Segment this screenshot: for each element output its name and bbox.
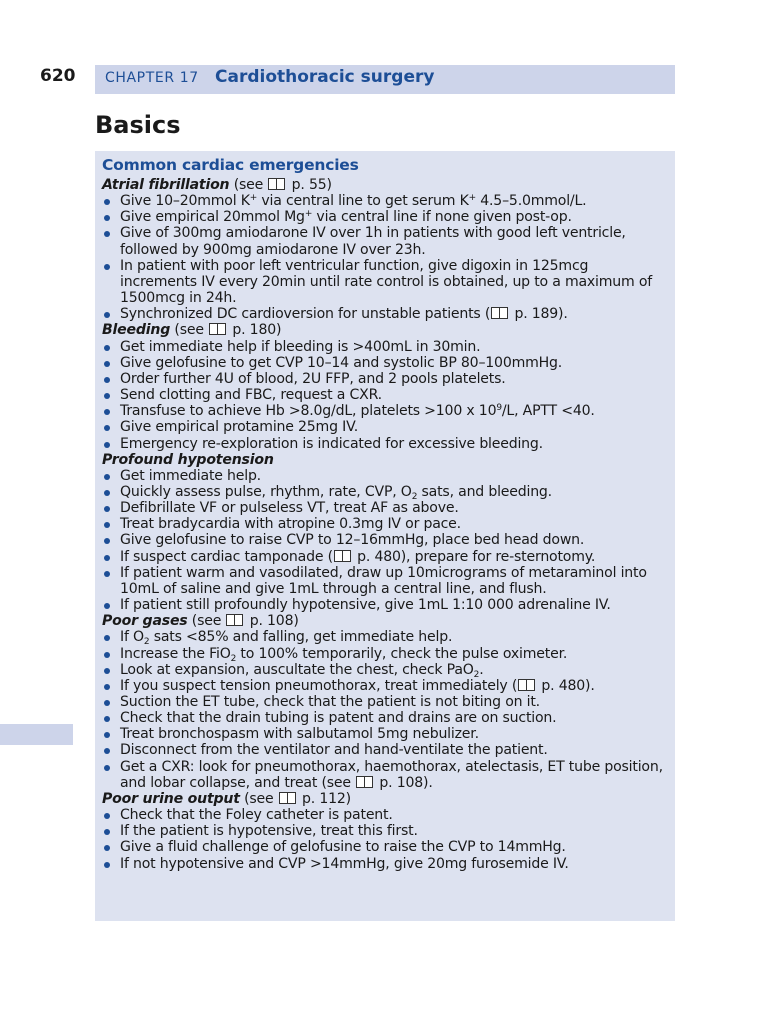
list-item: Give gelofusine to raise CVP to 12–16mmHg, place bed head down. — [102, 532, 668, 548]
list-item: Increase the FiO$_2$ to 100% temporarily, check the pulse oximeter. — [102, 646, 668, 662]
list-item: If patient warm and vasodilated, draw up 10micrograms of metaraminol into 10mL of saline and give 1mL through a central line, and flush. — [102, 565, 668, 597]
hypotension-list — [102, 468, 668, 613]
list-item: If suspect cardiac tamponade ( p. 480), prepare for re-sternotomy. — [102, 549, 668, 565]
open-book-icon — [518, 679, 536, 691]
list-item: Order further 4U of blood, 2U FFP, and 2 pools platelets. — [102, 371, 668, 387]
list-item: If not hypotensive and CVP >14mmHg, give 20mg furosemide IV. — [102, 856, 668, 872]
list-item: If $O_2$ sats <85% and falling, get immediate help. — [102, 629, 668, 645]
side-tab — [0, 724, 73, 745]
cross-reference: (see p. 112) — [244, 790, 351, 807]
section-title: Poor gases — [102, 613, 188, 630]
open-book-icon — [334, 550, 352, 562]
list-item: Give empirical 20mmol Mg+ via central line if none given post-op. — [102, 209, 668, 225]
section-heading-hypotension — [102, 452, 668, 468]
list-item: Send clotting and FBC, request a CXR. — [102, 387, 668, 403]
section-title: Poor urine output — [102, 790, 240, 807]
list-item: Quickly assess pulse, rhythm, rate, CVP, $O_2$ sats, and bleeding. — [102, 484, 668, 500]
chapter-label: CHAPTER 17 — [105, 70, 199, 86]
section-title: Profound hypotension — [102, 451, 274, 468]
gases-list — [102, 629, 668, 791]
section-heading-urine — [102, 791, 668, 807]
list-item: Get a CXR: look for pneumothorax, haemothorax, atelectasis, ET tube position, and lobar collapse, and treat (see p. 108). — [102, 759, 668, 791]
cross-reference: (see p. 108) — [191, 613, 299, 630]
list-item: Disconnect from the ventilator and hand-ventilate the patient. — [102, 742, 668, 758]
list-item: Give a fluid challenge of gelofusine to raise the CVP to 14mmHg. — [102, 839, 668, 855]
emergencies-box-content — [102, 155, 668, 872]
chapter-title: Cardiothoracic surgery — [215, 67, 435, 87]
cross-reference: (see p. 55) — [233, 177, 332, 193]
list-item: Transfuse to achieve Hb >8.0g/dL, platelets >100 x $10^9/L$, APTT <40. — [102, 403, 668, 419]
list-item: Give gelofusine to get CVP 10–14 and systolic BP 80–100mmHg. — [102, 355, 668, 371]
open-book-icon — [491, 307, 509, 319]
list-item: Suction the ET tube, check that the patient is not biting on it. — [102, 694, 668, 710]
open-book-icon — [226, 614, 244, 626]
list-item: If patient still profoundly hypotensive, give 1mL 1:10 000 adrenaline IV. — [102, 597, 668, 613]
page-title: Basics — [95, 111, 181, 139]
list-item: If you suspect tension pneumothorax, treat immediately ( p. 480). — [102, 678, 668, 694]
list-item: Emergency re-exploration is indicated for excessive bleeding. — [102, 436, 668, 452]
section-title: Atrial fibrillation — [102, 177, 230, 193]
bleeding-list — [102, 339, 668, 452]
list-item: Treat bronchospasm with salbutamol 5mg nebulizer. — [102, 726, 668, 742]
list-item: Look at expansion, auscultate the chest, check PaO$_2$. — [102, 662, 668, 678]
open-book-icon — [279, 792, 297, 804]
list-item: Get immediate help if bleeding is >400mL in 30min. — [102, 339, 668, 355]
urine-list — [102, 807, 668, 872]
list-item: Give of 300mg amiodarone IV over 1h in patients with good left ventricle, followed by 900mg amiodarone IV over 23h. — [102, 225, 668, 257]
list-item: Synchronized DC cardioversion for unstable patients ( p. 189). — [102, 306, 668, 322]
section-heading-bleeding — [102, 322, 668, 338]
section-heading-gases — [102, 613, 668, 629]
cross-reference: (see p. 180) — [174, 322, 282, 339]
emergencies-box — [95, 151, 675, 921]
list-item: Treat bradycardia with atropine 0.3mg IV or pace. — [102, 516, 668, 532]
section-title: Bleeding — [102, 322, 171, 339]
chapter-header — [95, 65, 675, 94]
list-item: Give 10–20mmol K+ via central line to get serum K+ 4.5–5.0mmol/L. — [102, 193, 668, 209]
list-item: If the patient is hypotensive, treat this first. — [102, 823, 668, 839]
list-item: Check that the Foley catheter is patent. — [102, 807, 668, 823]
box-title: Common cardiac emergencies — [102, 156, 359, 174]
list-item: Get immediate help. — [102, 468, 668, 484]
page-number: 620 — [40, 66, 76, 86]
open-book-icon — [268, 178, 286, 190]
section-heading-af — [102, 177, 668, 193]
list-item: Defibrillate VF or pulseless VT, treat AF as above. — [102, 500, 668, 516]
open-book-icon — [209, 323, 227, 335]
open-book-icon — [356, 776, 374, 788]
list-item: Check that the drain tubing is patent and drains are on suction. — [102, 710, 668, 726]
list-item: In patient with poor left ventricular function, give digoxin in 125mcg increments IV every 20min until rate control is obtained, up to a maximum of 1500mcg in 24h. — [102, 258, 668, 306]
af-list — [102, 193, 668, 322]
list-item: Give empirical protamine 25mg IV. — [102, 419, 668, 435]
